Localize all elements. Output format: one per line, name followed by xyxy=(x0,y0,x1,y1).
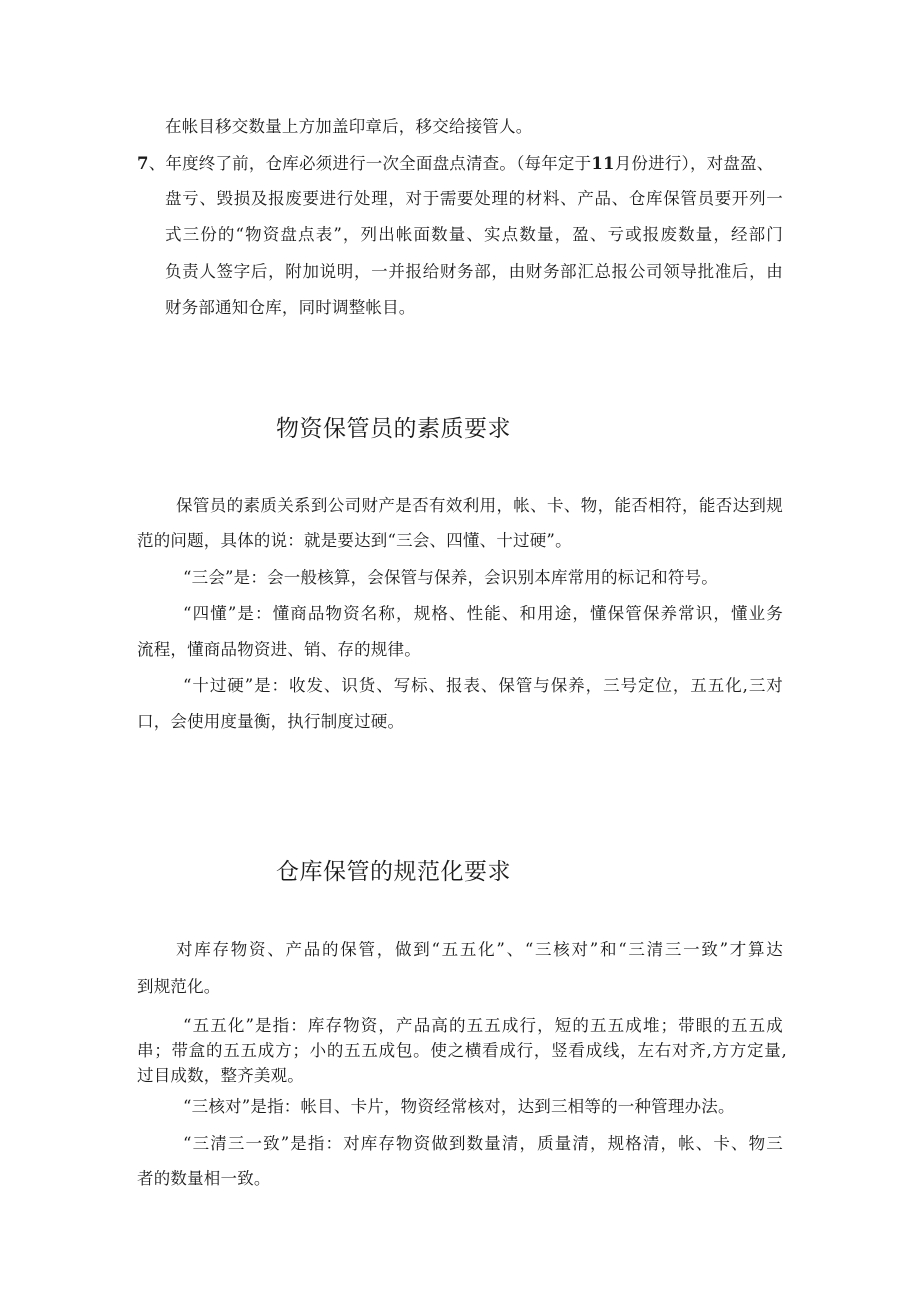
wuwuhua-line-2: 串；带盒的五五成方；小的五五成包。使之横看成行，竖看成线，左右对齐,方方定量, xyxy=(137,1041,787,1060)
shiguoying-line-1: “十过硬”是：收发、识货、写标、报表、保管与保养，三号定位，五五化,三对 xyxy=(183,676,783,695)
item-7-month: 11 xyxy=(591,154,615,173)
item-7-line-5: 财务部通知仓库，同时调整帐目。 xyxy=(165,298,416,317)
item-7-line-4: 负责人签字后，附加说明，一并报给财务部，由财务部汇总报公司领导批准后，由 xyxy=(165,262,783,281)
standard-intro-line-1: 对库存物资、产品的保管，做到“五五化”、“三核对”和“三清三一致”才算达 xyxy=(176,940,783,959)
item-7-text-a: 、年度终了前，仓库必须进行一次全面盘点清查。（每年定于 xyxy=(148,154,592,173)
sidong-line-2: 流程，懂商品物资进、销、存的规律。 xyxy=(137,640,421,659)
sanhui-paragraph: “三会”是：会一般核算，会保管与保养，会识别本库常用的标记和符号。 xyxy=(183,568,718,587)
quality-intro-line-1: 保管员的素质关系到公司财产是否有效利用，帐、卡、物，能否相符，能否达到规 xyxy=(176,496,783,515)
sanhedui-paragraph: “三核对”是指：帐目、卡片，物资经常核对，达到三相等的一种管理办法。 xyxy=(183,1097,735,1116)
quality-intro-line-2: 范的问题，具体的说：就是要达到“三会、四懂、十过硬”。 xyxy=(137,531,572,550)
wuwuhua-line-3: 过目成数，整齐美观。 xyxy=(137,1066,304,1085)
item-7-line-1 xyxy=(137,154,784,174)
continued-paragraph-line: 在帐目移交数量上方加盖印章后，移交给接管人。 xyxy=(165,117,533,136)
item-7-number: 7 xyxy=(137,154,149,173)
sanqing-line-2: 者的数量相一致。 xyxy=(137,1169,271,1188)
item-7-line-2: 盘亏、毁损及报废要进行处理，对于需要处理的材料、产品、仓库保管员要开列一 xyxy=(165,189,783,208)
wuwuhua-line-1: “五五化”是指：库存物资，产品高的五五成行，短的五五成堆；带眼的五五成 xyxy=(183,1016,783,1035)
sidong-line-1: “四懂”是：懂商品物资名称，规格、性能、和用途，懂保管保养常识，懂业务 xyxy=(183,604,783,623)
sanqing-line-1: “三清三一致”是指：对库存物资做到数量清，质量清，规格清，帐、卡、物三 xyxy=(183,1134,783,1153)
shiguoying-line-2: 口，会使用度量衡，执行制度过硬。 xyxy=(137,712,405,731)
item-7-text-b: 月份进行），对盘盈、 xyxy=(614,154,774,173)
standard-intro-line-2: 到规范化。 xyxy=(137,977,221,996)
item-7-line-3: 式三份的“物资盘点表”，列出帐面数量、实点数量，盈、亏或报废数量，经部门 xyxy=(165,225,783,244)
section-heading-standard: 仓库保管的规范化要求 xyxy=(276,859,511,885)
section-heading-quality: 物资保管员的素质要求 xyxy=(276,416,511,442)
